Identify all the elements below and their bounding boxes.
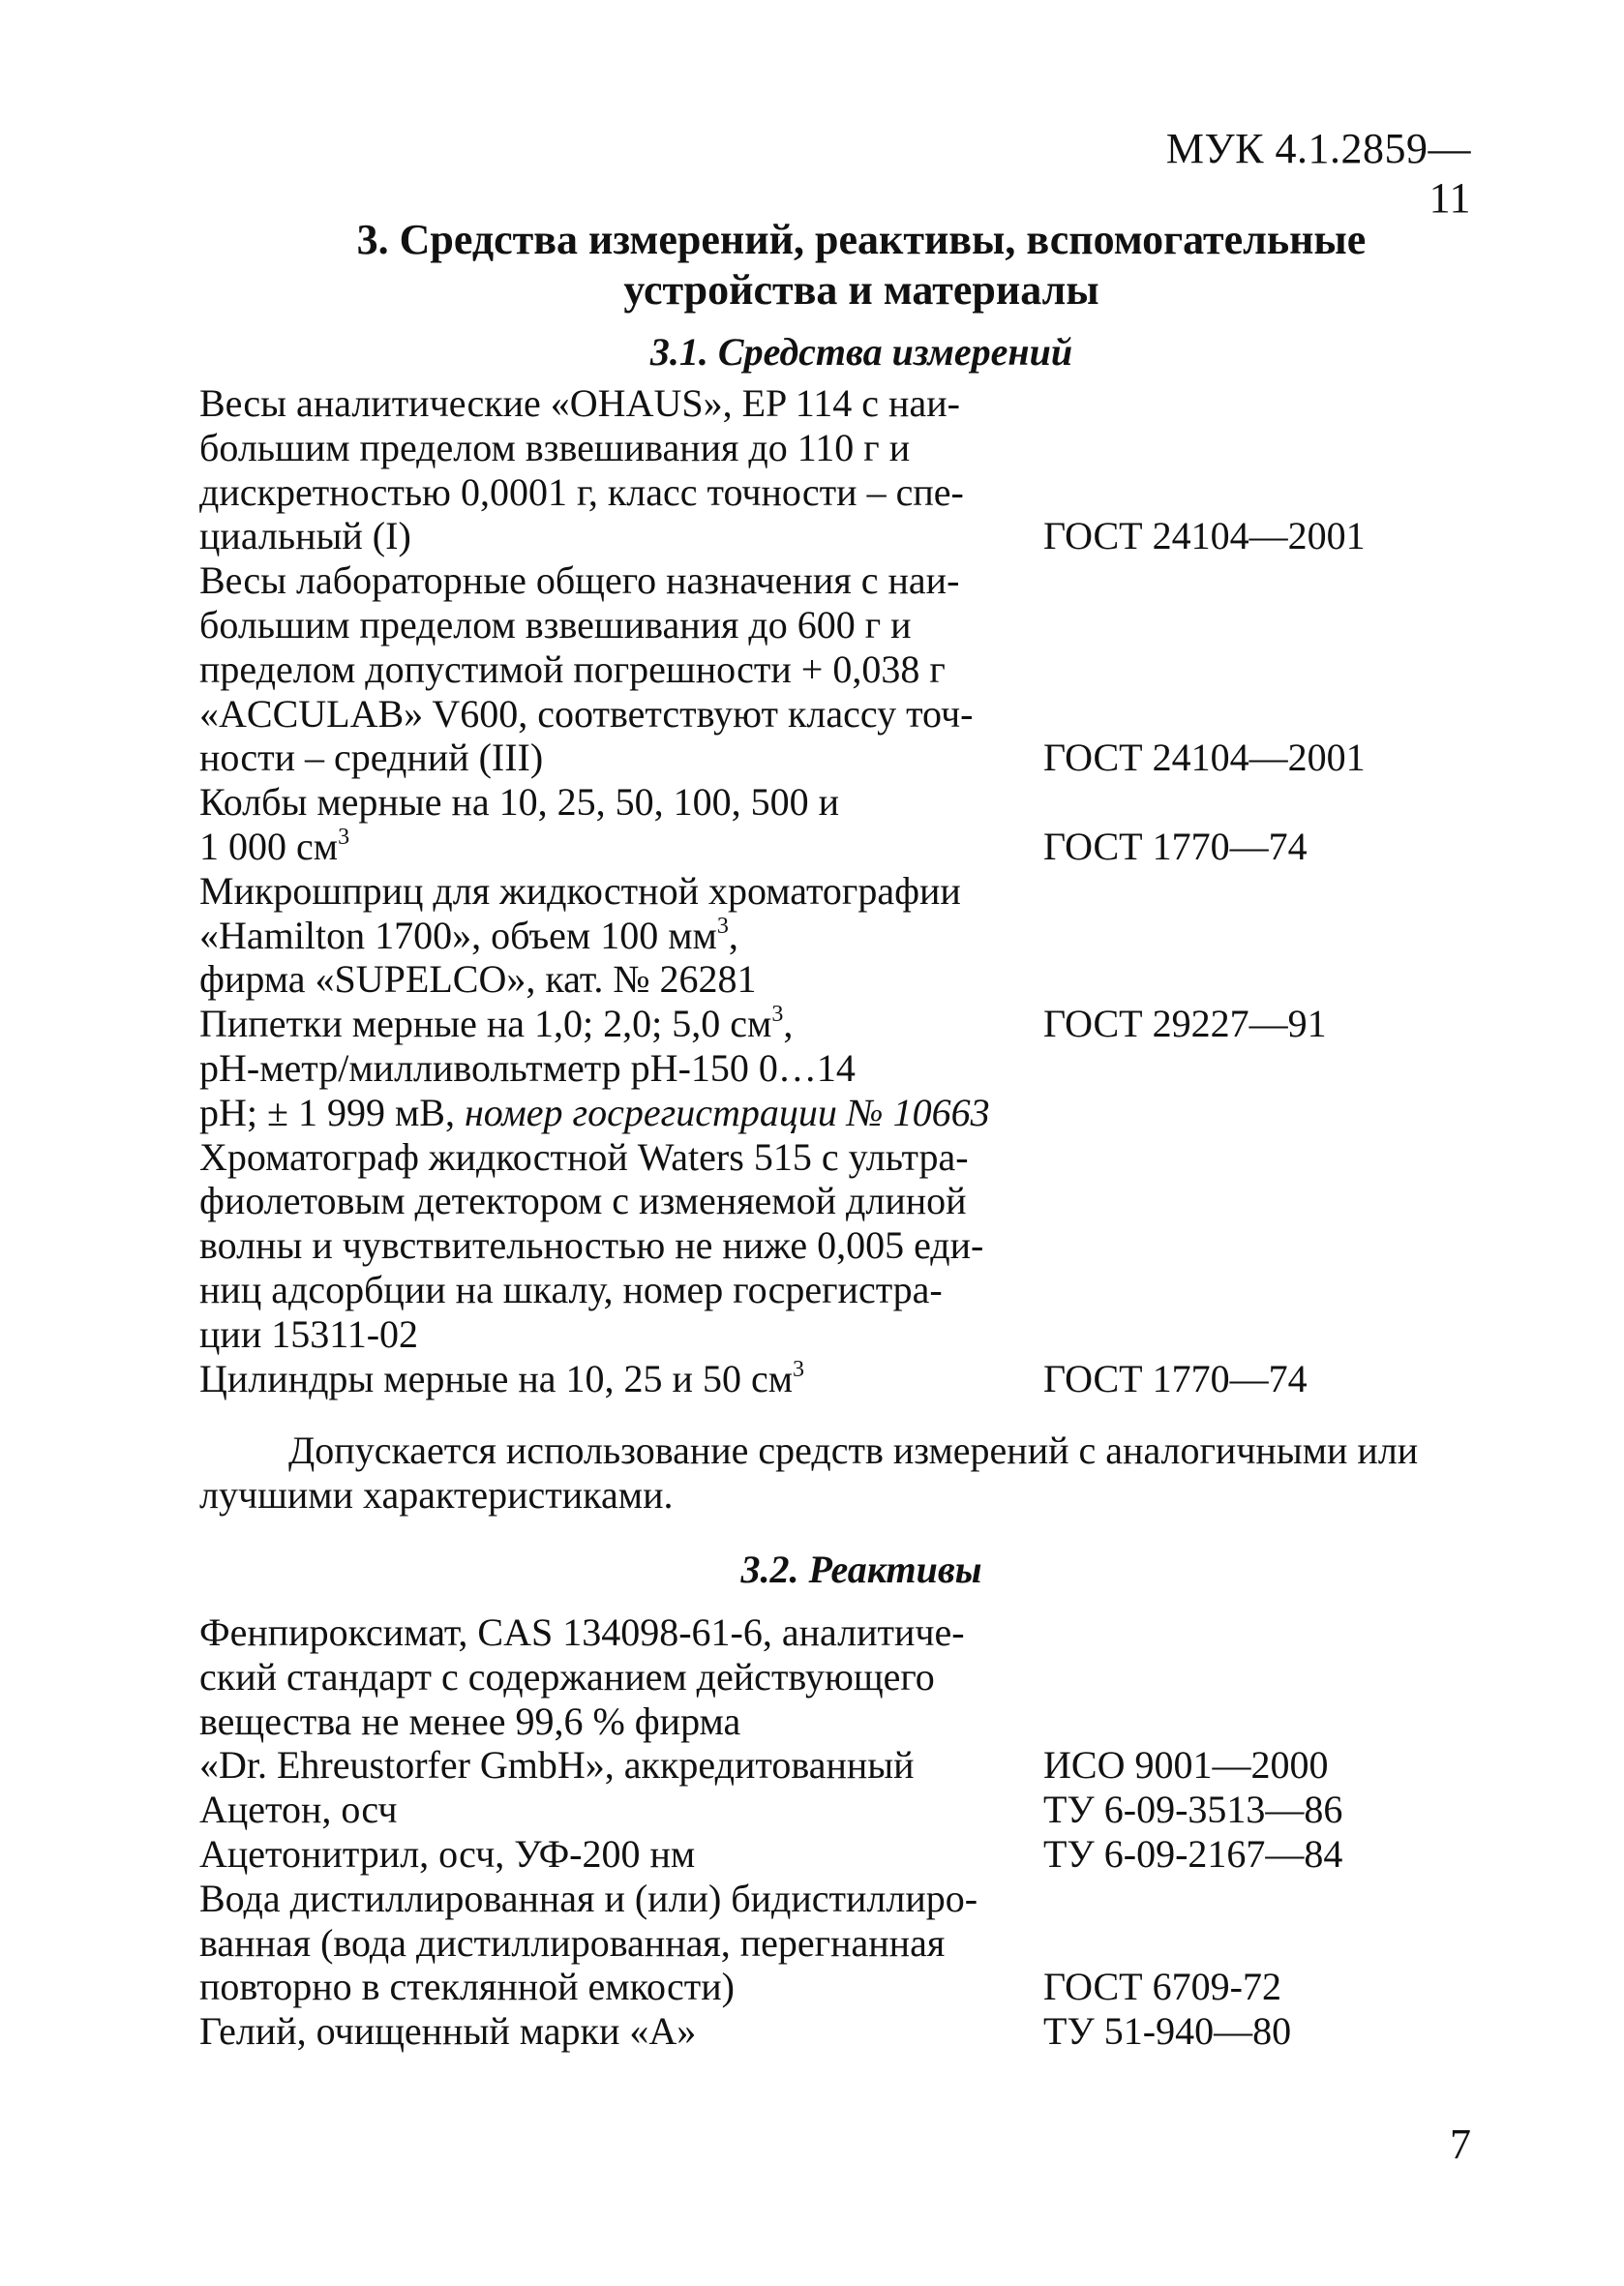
list-item-microsyringe: Микрошприц для жидкостной хроматографии «Hamilton 1700», объем 100 $мм^3$, фирма «SUPELCO», кат. № 26281 [199, 868, 961, 1002]
list-item-acetone: Ацетон, осч ТУ 6-09-3513—86 [199, 1788, 1496, 1832]
list-item-analytic-scale: Весы аналитические «OHAUS», EP 114 с наи- большим пределом взвешивания до 110 г и дискретностью 0,0001 г, класс точности – спе- циальный (I) ГОСТ 24104—2001 [199, 381, 1496, 558]
list-item-flasks: Колбы мерные на 10, 25, 50, 100, 500 и 1 000 $см^3$ ГОСТ 1770—74 [199, 780, 1496, 869]
reagents-list [199, 1610, 1496, 2054]
list-item-lab-scale: Весы лабораторные общего назначения с наи- большим пределом взвешивания до 600 г и пределом допустимой погрешности + 0,038 г «ACCULAB» V600, соответствуют классу точ- ности – средний (III) ГОСТ 24104—2001 [199, 558, 1496, 780]
standard-reference: ТУ 6-09-2167—84 [1043, 1831, 1343, 1876]
section-title-line-2: устройства и материалы [623, 266, 1099, 314]
list-item-water: Вода дистиллированная и (или) бидистиллиро- ванная (вода дистиллированная, перегнанная повторно в стеклянной емкости) ГОСТ 6709-72 [199, 1877, 1496, 2009]
standard-reference: ГОСТ 29227—91 [1043, 1002, 1327, 1046]
subsection-title-reagents: 3.2. Реактивы [740, 1548, 982, 1591]
page-number: 7 [1450, 2121, 1471, 2168]
note-paragraph: Допускается использование средств измерений с аналогичными или лучшими характеристиками. [199, 1429, 1419, 1517]
list-item-pipettes: Пипетки мерные на 1,0; 2,0; 5,0 $см^3$, ГОСТ 29227—91 [199, 1002, 1496, 1046]
standard-reference: ГОСТ 24104—2001 [1043, 514, 1366, 558]
standard-reference: ТУ 51-940—80 [1043, 2009, 1292, 2054]
standard-reference: ИСО 9001—2000 [1043, 1743, 1329, 1788]
standard-reference: ГОСТ 1770—74 [1043, 824, 1308, 868]
standard-reference: ГОСТ 6709-72 [1043, 1965, 1281, 2009]
standard-reference: ТУ 6-09-3513—86 [1043, 1788, 1343, 1832]
list-item-acetonitrile: Ацетонитрил, осч, УФ-200 нм ТУ 6-09-2167—84 [199, 1832, 1496, 1877]
list-item-cylinders: Цилиндры мерные на 10, 25 и 50 $см^3$ ГОСТ 1770—74 [199, 1357, 1496, 1401]
list-item-helium: Гелий, очищенный марки «А» ТУ 51-940—80 [199, 2009, 1496, 2054]
instruments-list [199, 381, 1496, 1400]
list-item-chromatograph: Хроматограф жидкостной Waters 515 с ультра- фиолетовым детектором с изменяемой длиной волны и чувствительностью не ниже 0,005 еди- ниц адсорбции на шкалу, номер госрегистра- ции 15311-02 [199, 1134, 984, 1356]
section-title [232, 215, 1490, 316]
document-code: МУК 4.1.2859—11 [1165, 125, 1471, 222]
list-item-fenpyroximate: Фенпироксимат, CAS 134098-61-6, аналитиче- ский стандарт с содержанием действующего вещества не менее 99,6 % фирма «Dr. Ehreustorfer GmbH», аккредитованный ИСО 9001—2000 [199, 1610, 1496, 1788]
standard-reference: ГОСТ 1770—74 [1043, 1356, 1308, 1400]
list-item-ph-meter: рН-метр/милливольтметр рН-150 0…14 рН; ± 1 999 мВ, номер госрегистрации № 10663 [199, 1045, 990, 1134]
subsection-title-measuring: 3.1. Средства измерений [649, 330, 1073, 374]
standard-reference: ГОСТ 24104—2001 [1043, 736, 1366, 780]
section-title-line-1: 3. Средства измерений, реактивы, вспомогательные [356, 216, 1367, 263]
